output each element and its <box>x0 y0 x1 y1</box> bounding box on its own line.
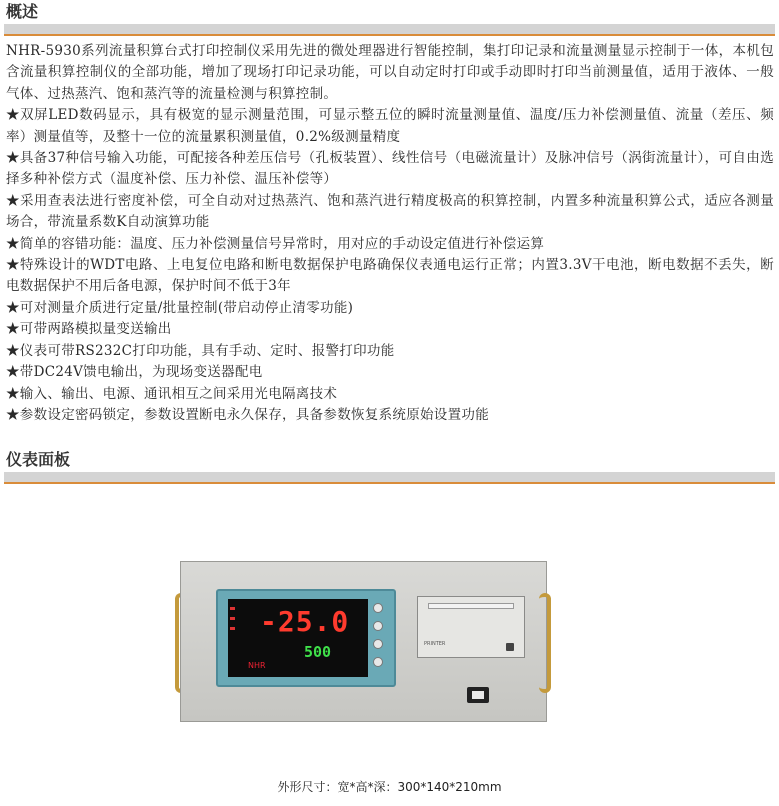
meter-key <box>373 657 383 667</box>
switch-rocker <box>472 691 484 699</box>
overview-content <box>6 41 774 426</box>
brand-logo: NHR <box>248 661 266 670</box>
section-bar <box>4 472 775 482</box>
power-switch <box>467 687 489 703</box>
right-handle <box>539 593 551 693</box>
meter-key <box>373 621 383 631</box>
meter-key <box>373 603 383 613</box>
feature-item: ★输入、输出、电源、通讯相互之间采用光电隔离技术 <box>6 385 338 402</box>
section-header-overview <box>4 0 775 36</box>
meter-key <box>373 639 383 649</box>
dimensions-caption: 外形尺寸：宽*高*深：300*140*210mm <box>277 780 502 794</box>
feed-button <box>506 643 514 651</box>
printer-module <box>417 596 525 658</box>
controller-meter <box>216 589 396 687</box>
feature-item: ★仪表可带RS232C打印功能，具有手动、定时、报警打印功能 <box>6 342 395 359</box>
sv-display: 500 <box>304 643 332 661</box>
intro-paragraph: NHR-5930系列流量积算台式打印控制仪采用先进的微处理器进行智能控制，集打印记录和流量测量显示控制于一体，本机包含流量积算控制仪的全部功能，增加了现场打印记录功能，可以自动定时打印或手动即时打印当前测量值，适用于液体、一般气体、过热蒸汽、饱和蒸汽等的流量检测与积算控制。 <box>6 43 774 102</box>
instrument-photo <box>172 561 549 722</box>
indicator-led <box>230 617 235 620</box>
paper-slot <box>428 603 514 609</box>
feature-item: ★简单的容错功能：温度、压力补偿测量信号异常时，用对应的手动设定值进行补偿运算 <box>6 235 545 252</box>
feature-item: ★具备37种信号输入功能，可配接各种差压信号（孔板装置）、线性信号（电磁流量计）及脉冲信号（涡街流量计），可自由选择多种补偿方式（温度补偿、压力补偿、温压补偿等） <box>6 150 774 188</box>
indicator-led <box>230 607 235 610</box>
section-header-panel <box>4 448 775 484</box>
printer-label: PRINTER <box>424 641 446 647</box>
section-title-overview: 概述 <box>6 2 39 21</box>
feature-item: ★采用查表法进行密度补偿，可全自动对过热蒸汽、饱和蒸汽进行精度极高的积算控制，内置多种流量积算公式，适应各测量场合，带流量系数K自动演算功能 <box>6 192 774 231</box>
feature-item: ★可带两路模拟量变送输出 <box>6 321 172 338</box>
feature-item: ★带DC24V馈电输出，为现场变送器配电 <box>6 364 263 381</box>
feature-item: ★参数设定密码锁定，参数设置断电永久保存，具备参数恢复系统原始设置功能 <box>6 406 489 423</box>
feature-item: ★双屏LED数码显示，具有极宽的显示测量范围，可显示整五位的瞬时流量测量值、温度/压力补偿测量值、流量（差压、频率）测量值等，及整十一位的流量累积测量值，0.2%级测量精度 <box>6 107 774 145</box>
pv-display: -25.0 <box>260 605 350 638</box>
feature-item: ★可对测量介质进行定量/批量控制(带启动停止清零功能) <box>6 299 354 316</box>
section-title-panel: 仪表面板 <box>6 450 71 469</box>
faceplate <box>180 561 547 722</box>
section-bar <box>4 24 775 34</box>
indicator-led <box>230 627 235 630</box>
led-display <box>228 599 368 677</box>
feature-item: ★特殊设计的WDT电路、上电复位电路和断电数据保护电路确保仪表通电运行正常；内置3.3V干电池，断电数据不丢失，断电数据保护不用后备电源，保护时间不低于3年 <box>6 257 774 295</box>
